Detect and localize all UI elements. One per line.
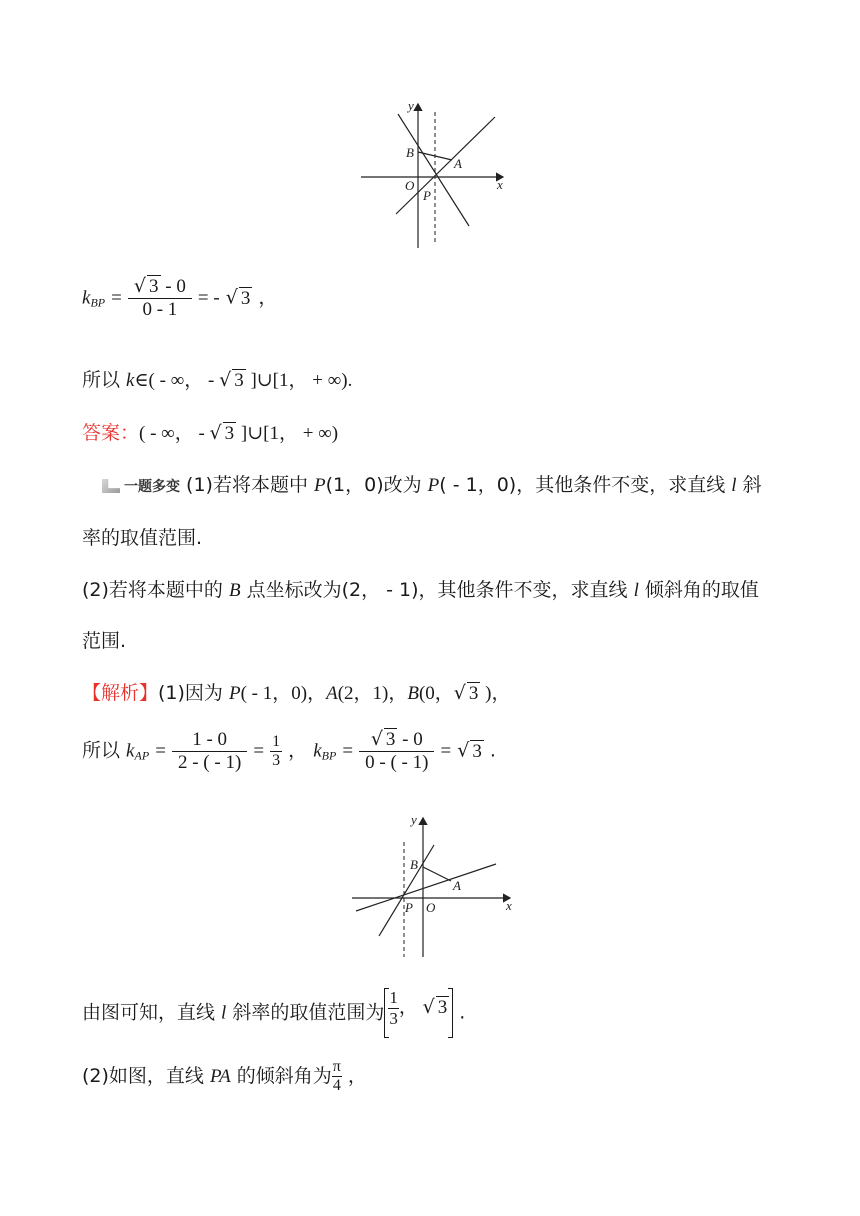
- part2-line: (2)如图，直线 PA 的倾斜角为 $\frac{\pi}{4}$ ，: [82, 1058, 367, 1094]
- figure-1: [355, 96, 535, 256]
- solution-label: 【解析】: [82, 682, 159, 704]
- variant-question-2: (2)若将本题中的 B 点坐标改为(2， - 1)，其他条件不变，求直线 l 倾斜角的取值: [82, 579, 759, 601]
- fraction-kap: $\frac{1 - 0}{2 - ( - 1)}$: [172, 729, 247, 774]
- figure-2: [348, 812, 528, 962]
- segment-ab: [423, 867, 451, 881]
- fraction-kbp: $\frac{√ 3 - 0}{0 - ( - 1)}$: [359, 728, 434, 774]
- range-statement: 所以 k∈( - ∞， - √ 3 ]∪[1， + ∞).: [82, 369, 353, 391]
- label-y: y: [408, 98, 414, 113]
- answer-line: 答案：( - ∞， - √ 3 ]∪[1， + ∞): [82, 422, 339, 444]
- variant-question-1: 一题多变 (1)若将本题中 P(1，0)改为 P( - 1，0)，其他条件不变，求直线 l 斜: [100, 470, 762, 497]
- label-o: O: [426, 900, 436, 915]
- label-x: x: [506, 898, 512, 913]
- variant-question-2-cont: 范围.: [82, 630, 127, 652]
- label-y: y: [411, 812, 417, 827]
- label-x: x: [497, 177, 503, 192]
- label-b: B: [410, 857, 418, 872]
- fraction-one-third: $\frac{1}{3}$: [272, 732, 281, 769]
- variant-question-1-cont: 率的取值范围.: [82, 527, 203, 549]
- formula-kbp-1: $k_{BP}$ = $\frac{√ 3 - 0}{0 - 1}$ = - √ 3 ，: [82, 275, 278, 320]
- label-a: A: [453, 878, 461, 893]
- label-a: A: [454, 156, 462, 171]
- formula-kap-kbp: 所以 $k_{AP}$ = $\frac{1 - 0}{2 - ( - 1)}$ = $\frac{1}{3}$ ， $k_{BP}$ = $\frac{√ 3 - 0}{0 - ( - 1)}$ = √ 3 .: [82, 728, 496, 773]
- conclusion-line: 由图可知，直线 l 斜率的取值范围为 $\frac{1}{3}$ ， √ 3 .: [82, 988, 465, 1038]
- segment-ab: [418, 152, 452, 160]
- label-b: B: [406, 145, 414, 160]
- label-p: P: [423, 188, 431, 203]
- label-o: O: [405, 178, 415, 193]
- line-pb: [379, 845, 434, 936]
- solution-line: 【解析】(1)因为 P( - 1，0)，A(2，1)，B(0，√ 3 )，: [82, 682, 511, 704]
- interval: $\frac{1}{3}$ ， √ 3: [384, 988, 453, 1038]
- variant-badge: 一题多变: [100, 476, 180, 496]
- line-pa: [396, 117, 495, 214]
- fraction: $\frac{√ 3 - 0}{0 - 1}$: [128, 275, 192, 321]
- fraction-pi-4: $\frac{\pi}{4}$: [332, 1058, 341, 1094]
- label-p: P: [405, 900, 413, 915]
- answer-label: 答案：: [82, 422, 140, 444]
